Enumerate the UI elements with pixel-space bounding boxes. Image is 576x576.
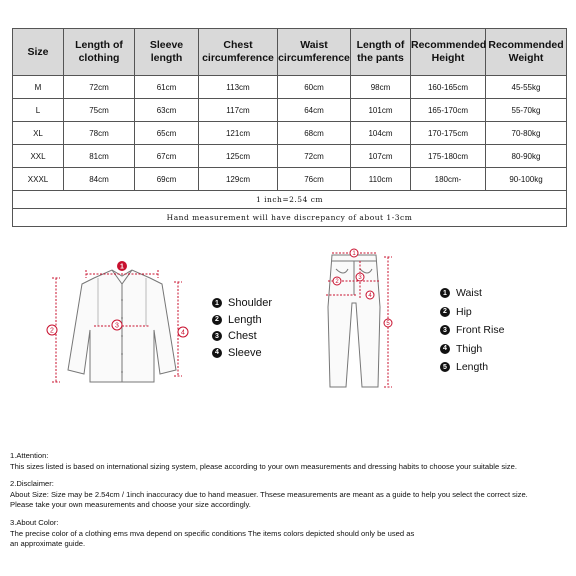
disclaimer-title: 2.Disclaimer: — [10, 479, 54, 489]
table-note-row — [13, 209, 567, 227]
hand-measurement-note: Hand measurement will have discrepancy of about 1-3cm — [13, 209, 567, 227]
table-cell: 117cm — [199, 99, 278, 122]
table-cell: 55-70kg — [486, 99, 567, 122]
legend-number: 2 — [440, 307, 450, 317]
table-cell: 125cm — [199, 145, 278, 168]
legend-item-hip — [440, 303, 504, 322]
legend-label: Thigh — [456, 342, 483, 355]
legend-number: 3 — [440, 325, 450, 335]
color-title: 3.About Color: — [10, 517, 59, 527]
table-cell: 60cm — [278, 76, 351, 99]
marker-2-label: 2 — [335, 279, 339, 286]
legend-label: Chest — [228, 330, 257, 343]
table-row — [13, 168, 567, 191]
table-cell: 175-180cm — [411, 145, 486, 168]
legend-label: Shoulder — [228, 297, 273, 310]
table-cell: 180cm- — [411, 168, 486, 191]
table-cell: 101cm — [351, 99, 411, 122]
table-cell: 129cm — [199, 168, 278, 191]
pants-measurement-diagram — [318, 247, 413, 397]
table-header-row — [13, 29, 567, 76]
legend-number: 2 — [212, 315, 222, 325]
table-cell: 63cm — [135, 99, 199, 122]
legend-item-chest — [212, 328, 272, 345]
table-cell: 80-90kg — [486, 145, 567, 168]
table-cell: XL — [13, 122, 64, 145]
header-size: Size — [13, 29, 64, 76]
table-cell: 90-100kg — [486, 168, 567, 191]
legend-item-front-rise — [440, 321, 504, 340]
table-cell: XXXL — [13, 168, 64, 191]
marker-3-label: 3 — [358, 275, 362, 282]
table-cell: 61cm — [135, 76, 199, 99]
header-sleeve-length: Sleeve length — [135, 29, 199, 76]
table-cell: 78cm — [64, 122, 135, 145]
attention-title: 1.Attention: — [10, 451, 49, 460]
legend-item-thigh — [440, 340, 504, 359]
marker-2-label: 2 — [50, 327, 54, 335]
header-length-of-pants: Length of the pants — [351, 29, 411, 76]
pants-outline — [328, 255, 380, 387]
marker-4-label: 4 — [368, 293, 372, 300]
table-cell: 110cm — [351, 168, 411, 191]
marker-1 — [117, 261, 127, 271]
marker-3-label: 3 — [115, 322, 119, 330]
legend-item-length — [440, 358, 504, 377]
color-text: The precise color of a clothing ems mva depend on specific conditions The items colors depicted should only be used as — [10, 528, 415, 538]
header-recommended-weight: Recommended Weight — [486, 29, 567, 76]
legend-label: Length — [228, 313, 262, 326]
table-row — [13, 122, 567, 145]
table-cell: 45-55kg — [486, 76, 567, 99]
legend-label: Front Rise — [456, 324, 505, 337]
legend-number: 5 — [440, 362, 450, 372]
table-cell: 69cm — [135, 168, 199, 191]
shirt-legend — [212, 295, 272, 361]
table-cell: 70-80kg — [486, 122, 567, 145]
legend-number: 1 — [440, 288, 450, 298]
legend-item-shoulder — [212, 295, 272, 312]
legend-item-waist — [440, 284, 504, 303]
legend-number: 3 — [212, 331, 222, 341]
legend-label: Hip — [456, 305, 472, 318]
color-text: an approximate guide. — [10, 539, 86, 549]
table-row — [13, 145, 567, 168]
table-cell: M — [13, 76, 64, 99]
size-chart-table — [12, 28, 567, 227]
header-waist-circumference: Waist circumference — [278, 29, 351, 76]
table-cell: 76cm — [278, 168, 351, 191]
table-row — [13, 99, 567, 122]
marker-3 — [112, 320, 122, 330]
inch-conversion-note: 1 inch=2.54 cm — [13, 191, 567, 209]
legend-label: Sleeve — [228, 346, 262, 359]
legend-label: Waist — [456, 287, 482, 300]
disclaimer-text: About Size: Size may be 2.54cm / 1inch inaccuracy due to hand measuer. Thsese measurements are meant as a guide to help you select the correct size. — [10, 489, 528, 499]
table-row — [13, 76, 567, 99]
marker-1 — [350, 249, 358, 257]
table-cell: 72cm — [278, 145, 351, 168]
table-cell: 98cm — [351, 76, 411, 99]
marker-2 — [333, 277, 341, 285]
shirt-measurement-diagram — [42, 252, 202, 392]
table-cell: 107cm — [351, 145, 411, 168]
marker-1-label: 1 — [352, 251, 356, 258]
header-recommended-height: Recommended Height — [411, 29, 486, 76]
table-cell: 68cm — [278, 122, 351, 145]
table-cell: 121cm — [199, 122, 278, 145]
marker-3 — [356, 273, 364, 281]
table-cell: 170-175cm — [411, 122, 486, 145]
legend-number: 1 — [212, 298, 222, 308]
marker-1-label: 1 — [120, 263, 124, 271]
table-cell: XXL — [13, 145, 64, 168]
legend-number: 4 — [440, 344, 450, 354]
marker-5-label: 5 — [386, 321, 390, 328]
attention-text: This sizes listed is based on international sizing system, please according to your own measurements and dressing habits to choose your suitable size. — [10, 461, 517, 471]
table-cell: 113cm — [199, 76, 278, 99]
marker-4 — [366, 291, 374, 299]
table-note-row — [13, 191, 567, 209]
table-cell: 160-165cm — [411, 76, 486, 99]
table-cell: 72cm — [64, 76, 135, 99]
header-length-of-clothing: Length of clothing — [64, 29, 135, 76]
legend-item-length — [212, 312, 272, 329]
legend-label: Length — [456, 361, 489, 374]
table-cell: 165-170cm — [411, 99, 486, 122]
table-cell: L — [13, 99, 64, 122]
marker-2 — [47, 325, 57, 335]
disclaimer-text: Please take your own measurements and choose your size accordingly. — [10, 500, 251, 510]
notes-section — [10, 451, 570, 550]
table-cell: 75cm — [64, 99, 135, 122]
table-cell: 84cm — [64, 168, 135, 191]
header-chest-circumference: Chest circumference — [199, 29, 278, 76]
marker-4-label: 4 — [181, 329, 185, 337]
table-cell: 64cm — [278, 99, 351, 122]
table-cell: 81cm — [64, 145, 135, 168]
legend-item-sleeve — [212, 345, 272, 362]
pants-legend — [440, 284, 504, 377]
legend-number: 4 — [212, 348, 222, 358]
marker-5 — [384, 319, 392, 327]
table-cell: 65cm — [135, 122, 199, 145]
table-cell: 67cm — [135, 145, 199, 168]
marker-4 — [178, 327, 188, 337]
table-cell: 104cm — [351, 122, 411, 145]
